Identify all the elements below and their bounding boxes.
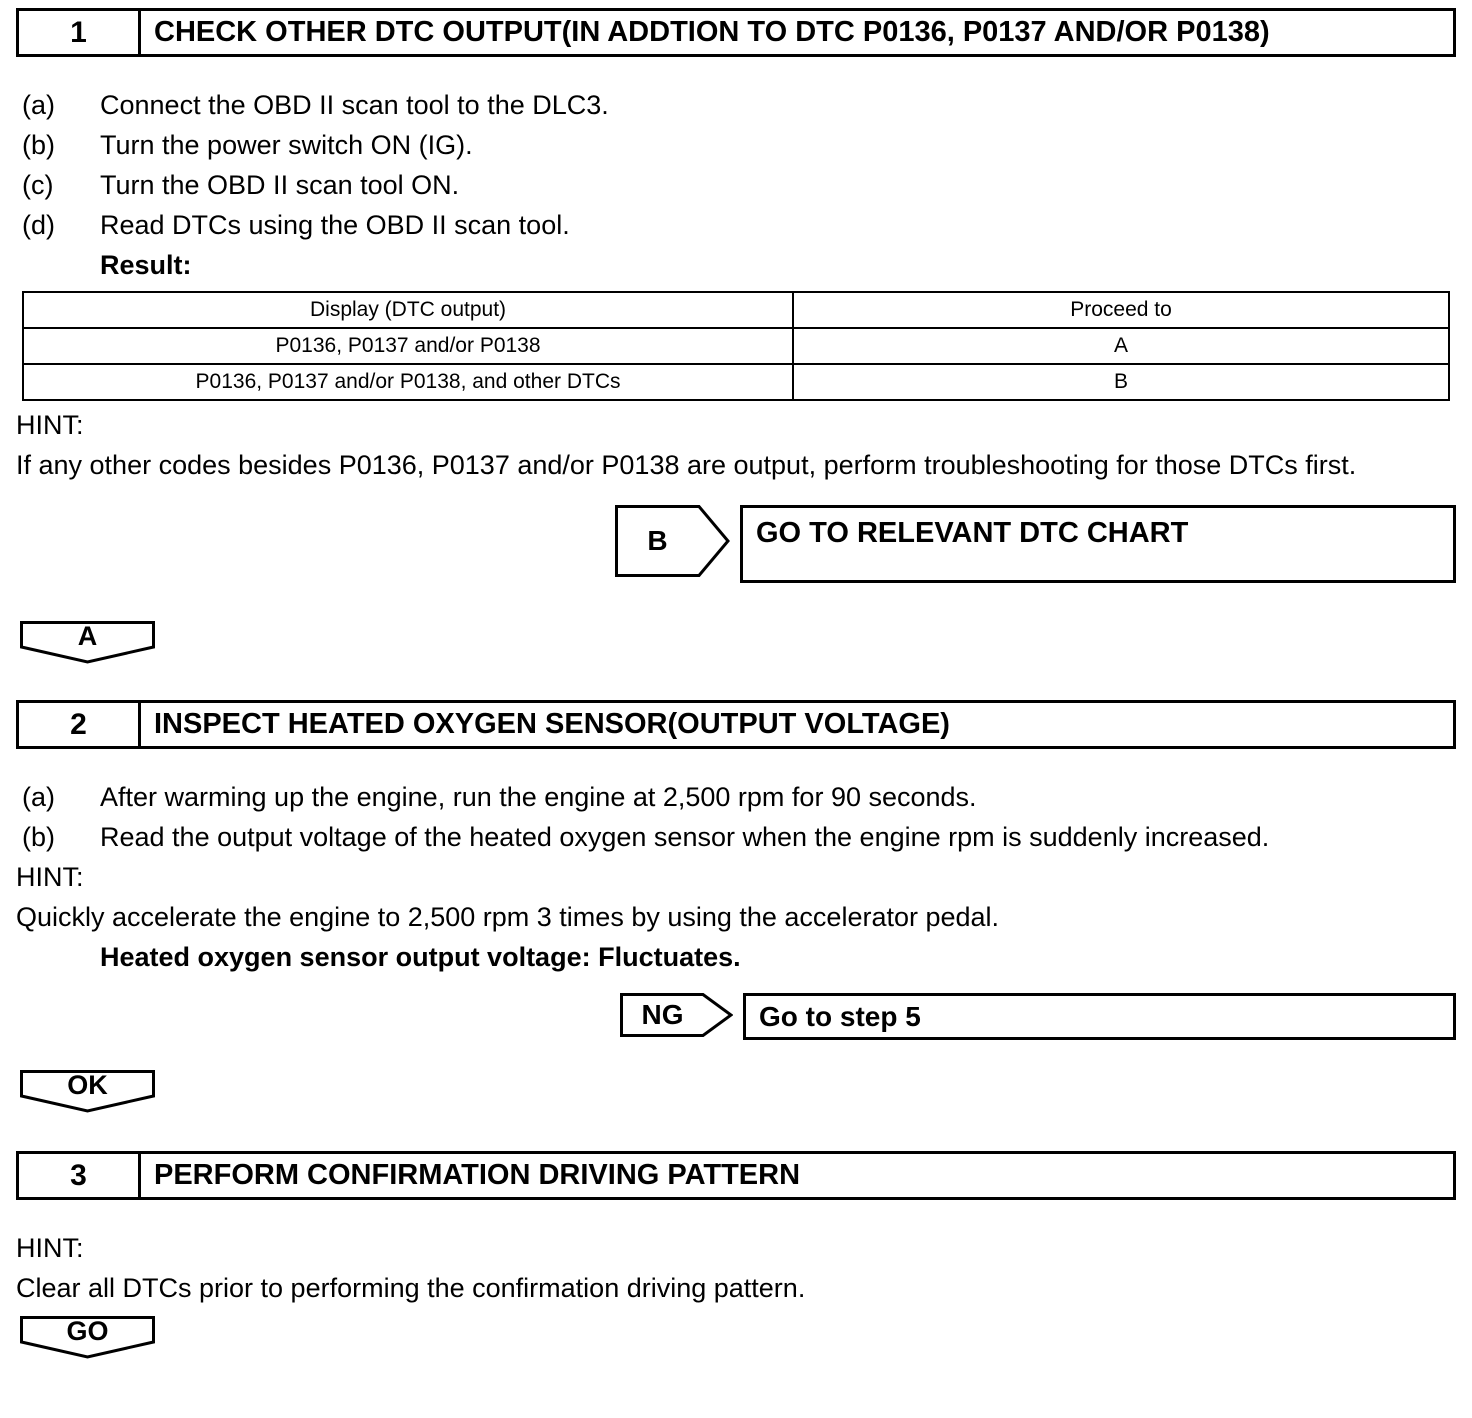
step2-number: 2 xyxy=(19,703,141,746)
connector-row-ng xyxy=(620,993,1456,1040)
step1-item-a xyxy=(22,85,1456,125)
table-header-proceed: Proceed to xyxy=(793,292,1449,328)
table-cell-display: P0136, P0137 and/or P0138 xyxy=(23,328,793,364)
step3-title: PERFORM CONFIRMATION DRIVING PATTERN xyxy=(154,1159,801,1191)
action-box-ng: Go to step 5 xyxy=(743,993,1456,1040)
step1-hint-label: HINT: xyxy=(16,410,84,440)
result-label: Result: xyxy=(100,250,192,280)
step2-title: INSPECT HEATED OXYGEN SENSOR(OUTPUT VOLTAGE) xyxy=(154,708,950,740)
step1-item-c xyxy=(22,165,1456,205)
step1-item-b xyxy=(22,125,1456,165)
item-text: Turn the power switch ON (IG). xyxy=(100,130,473,160)
step2-item-b xyxy=(22,817,1456,857)
step3-number: 3 xyxy=(19,1154,141,1197)
connector-b xyxy=(615,505,730,577)
connector-ok xyxy=(20,1070,155,1113)
item-label: (b) xyxy=(22,130,55,160)
item-text: Read DTCs using the OBD II scan tool. xyxy=(100,210,570,240)
table-row xyxy=(23,364,1449,400)
table-cell-display: P0136, P0137 and/or P0138, and other DTCs xyxy=(23,364,793,400)
item-text: Turn the OBD II scan tool ON. xyxy=(100,170,460,200)
table-header-display: Display (DTC output) xyxy=(23,292,793,328)
connector-b-label: B xyxy=(647,525,668,556)
step2-hint-text: Quickly accelerate the engine to 2,500 rpm 3 times by using the accelerator pedal. xyxy=(16,902,1000,932)
table-cell-proceed: B xyxy=(793,364,1449,400)
table-row xyxy=(23,328,1449,364)
connector-a-label: A xyxy=(77,621,98,651)
item-text: Connect the OBD II scan tool to the DLC3. xyxy=(100,90,609,120)
item-label: (b) xyxy=(22,822,55,852)
table-cell-proceed: A xyxy=(793,328,1449,364)
step3-header xyxy=(16,1151,1456,1200)
connector-go-label: GO xyxy=(66,1316,109,1346)
step3-hint-label: HINT: xyxy=(16,1233,84,1263)
step1-header xyxy=(16,8,1456,57)
step2-item-a xyxy=(22,777,1456,817)
item-label: (c) xyxy=(22,170,54,200)
item-text: After warming up the engine, run the engine at 2,500 rpm for 90 seconds. xyxy=(100,782,977,812)
item-label: (d) xyxy=(22,210,55,240)
item-label: (a) xyxy=(22,782,55,812)
step1-hint-text: If any other codes besides P0136, P0137 and/or P0138 are output, perform troubleshooting for those DTCs first. xyxy=(16,450,1357,480)
connector-go xyxy=(20,1316,155,1359)
item-label: (a) xyxy=(22,90,55,120)
table-header-row xyxy=(23,292,1449,328)
connector-a xyxy=(20,621,155,664)
connector-ok-label: OK xyxy=(67,1070,108,1100)
item-text: Read the output voltage of the heated oxygen sensor when the engine rpm is suddenly increased. xyxy=(100,822,1270,852)
connector-ng xyxy=(620,993,733,1037)
connector-row-b xyxy=(615,505,1456,583)
step1-number: 1 xyxy=(19,11,141,54)
step1-title: CHECK OTHER DTC OUTPUT(IN ADDTION TO DTC P0136, P0137 AND/OR P0138) xyxy=(154,16,1270,48)
step2-header xyxy=(16,700,1456,749)
step2-hint-label: HINT: xyxy=(16,862,84,892)
step1-item-d xyxy=(22,205,1456,245)
step2-spec-text: Heated oxygen sensor output voltage: Fluctuates. xyxy=(100,942,741,972)
action-box-b: GO TO RELEVANT DTC CHART xyxy=(740,505,1456,583)
step3-hint-text: Clear all DTCs prior to performing the confirmation driving pattern. xyxy=(16,1273,806,1303)
dtc-result-table xyxy=(22,291,1450,401)
connector-ng-label: NG xyxy=(641,999,684,1030)
